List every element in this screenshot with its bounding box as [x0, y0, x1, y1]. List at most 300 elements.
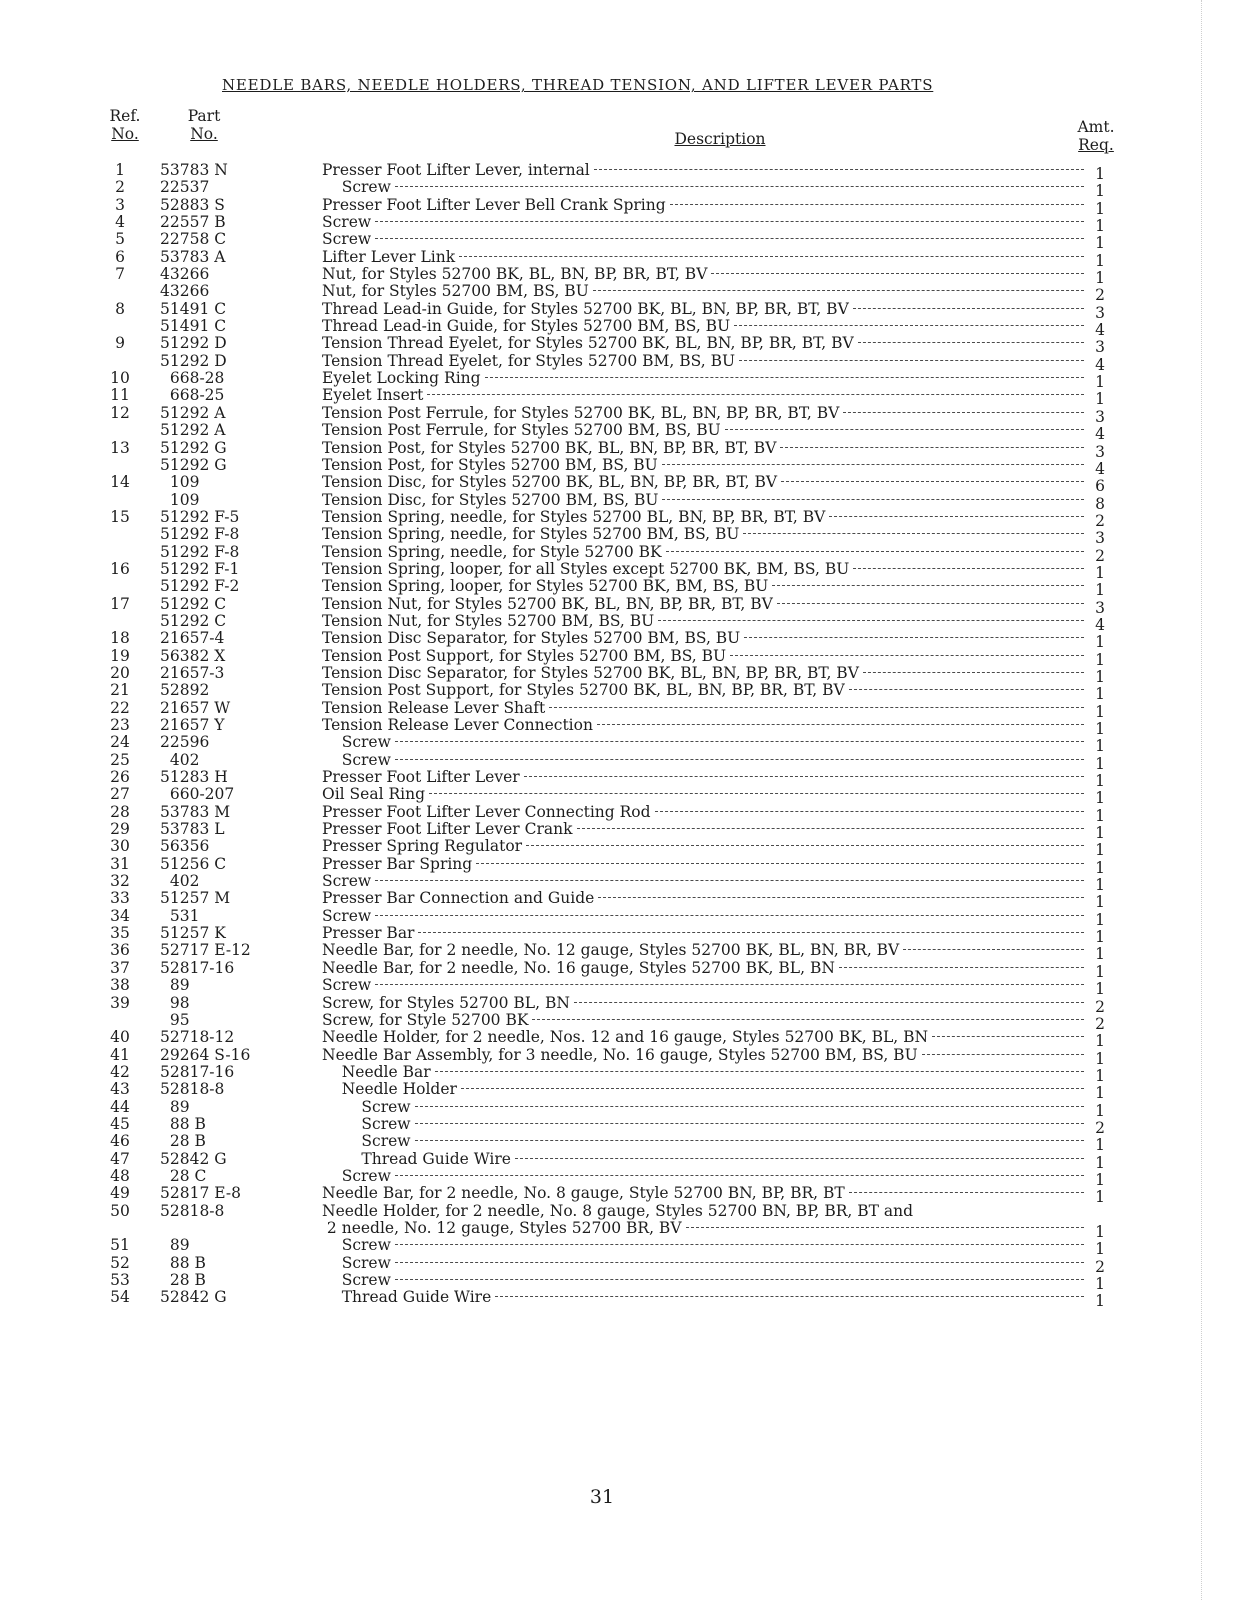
- table-row: [0, 1045, 1238, 1068]
- ref-no: 8: [115, 299, 125, 318]
- description-cell: [322, 422, 1084, 439]
- dot-leader: [418, 931, 1084, 933]
- table-row: [0, 195, 1238, 218]
- table-row: [0, 334, 1238, 357]
- header-part-line1: Part: [187, 107, 221, 125]
- amount-required: 1: [1095, 754, 1105, 773]
- ref-no: 36: [110, 941, 130, 960]
- dot-leader: [744, 636, 1084, 638]
- amount-required: 1: [1095, 1066, 1105, 1085]
- ref-no: 34: [110, 906, 130, 925]
- scan-edge: [1201, 0, 1238, 1600]
- description-cell: [322, 1237, 1084, 1254]
- amount-required: 1: [1095, 650, 1105, 669]
- description: Tension Nut, for Styles 52700 BM, BS, BU: [322, 612, 655, 630]
- table-row: [0, 282, 1238, 305]
- description: Screw, for Style 52700 BK: [322, 1011, 529, 1029]
- header-ref-line2: No.: [111, 125, 139, 143]
- table-row: [0, 629, 1238, 652]
- dot-leader: [655, 810, 1084, 812]
- description: Tension Release Lever Connection: [322, 717, 593, 734]
- description-cell: [322, 197, 1084, 214]
- description: Presser Spring Regulator: [322, 838, 523, 856]
- amount-required: 1: [1095, 1292, 1105, 1311]
- part-no: 109: [160, 473, 200, 492]
- description-cell: [322, 717, 1084, 734]
- dot-leader: [597, 723, 1084, 725]
- part-no: 89: [160, 1097, 190, 1116]
- table-row: [0, 716, 1238, 738]
- amount-required: 1: [1095, 824, 1105, 843]
- description: Tension Spring, needle, for Style 52700 BK: [322, 543, 662, 561]
- description-cell: [322, 977, 1084, 994]
- dot-leader: [395, 1174, 1084, 1176]
- dot-leader: [666, 550, 1084, 552]
- part-no: 28 B: [160, 1271, 206, 1289]
- description-cell: [322, 266, 1084, 283]
- dot-leader: [476, 862, 1084, 864]
- description-cell: [322, 1151, 1084, 1168]
- dot-leader: [743, 532, 1084, 534]
- description-cell: [322, 890, 1084, 907]
- amount-required: 1: [1095, 876, 1105, 895]
- part-no: 531: [160, 906, 200, 925]
- description-cell: [322, 734, 1084, 751]
- ref-no: 10: [110, 369, 130, 388]
- part-no: 51256 C: [160, 854, 227, 873]
- dot-leader: [829, 515, 1084, 517]
- amount-required: 1: [1095, 789, 1105, 808]
- part-no: 52717 E-12: [160, 941, 251, 960]
- ref-no: 5: [115, 230, 125, 249]
- ref-no: 37: [110, 958, 130, 977]
- table-row: [0, 351, 1238, 374]
- dot-leader: [725, 428, 1084, 430]
- part-no: 56356: [160, 837, 210, 856]
- part-no: 52883 S: [160, 195, 225, 214]
- description-cell: [322, 457, 1084, 474]
- description: Tension Post Ferrule, for Styles 52700 BK, BL, BN, BP, BR, BT, BV: [322, 404, 840, 422]
- header-ref-line1: Ref.: [109, 107, 141, 125]
- ref-no: 49: [110, 1184, 130, 1203]
- dot-leader: [395, 758, 1084, 760]
- ref-no: 48: [110, 1166, 130, 1185]
- part-no: 21657 Y: [160, 716, 225, 734]
- description-cell: [322, 960, 1084, 977]
- table-row: [0, 1062, 1238, 1085]
- description-cell: [322, 1012, 1084, 1029]
- description-cell: [322, 162, 1084, 179]
- dot-leader: [662, 498, 1084, 500]
- table-row: [0, 161, 1238, 183]
- description: Presser Bar: [322, 925, 415, 943]
- amount-required: 1: [1095, 667, 1105, 686]
- table-row: [0, 837, 1238, 860]
- ref-no: 7: [115, 265, 125, 284]
- amount-required: 1: [1095, 373, 1105, 392]
- header-amt-line2: Req.: [1078, 136, 1114, 154]
- table-row: [0, 1010, 1238, 1033]
- ref-no: 45: [110, 1114, 130, 1133]
- amount-required: 1: [1095, 390, 1105, 409]
- dot-leader: [843, 411, 1084, 413]
- table-row: [0, 247, 1238, 270]
- ref-no: 20: [110, 663, 130, 682]
- description: Tension Disc, for Styles 52700 BK, BL, BN, BP, BR, BT, BV: [322, 474, 778, 492]
- table-row: [0, 889, 1238, 912]
- dot-leader: [839, 966, 1084, 968]
- description-cell: [322, 1116, 1084, 1133]
- dot-leader: [658, 619, 1084, 621]
- dot-leader: [461, 1087, 1084, 1089]
- description-cell: [322, 1272, 1084, 1289]
- ref-no: 35: [110, 924, 130, 943]
- amount-required: 2: [1095, 1118, 1105, 1137]
- header-ref-no: [100, 107, 150, 143]
- part-no: 52718-12: [160, 1028, 235, 1047]
- description-cell: [322, 856, 1084, 873]
- description-cell: [322, 335, 1084, 352]
- ref-no: 38: [110, 976, 130, 995]
- amount-required: 1: [1095, 841, 1105, 860]
- amount-required: 1: [1095, 251, 1105, 270]
- part-no: 21657-3: [160, 663, 225, 682]
- dot-leader: [429, 792, 1084, 794]
- table-row: [0, 525, 1238, 548]
- description-cell: [322, 440, 1084, 457]
- dot-leader: [395, 1278, 1084, 1280]
- description-cell: [322, 492, 1084, 509]
- dot-leader: [730, 654, 1084, 656]
- table-row: [0, 1080, 1238, 1103]
- description-cell: [322, 301, 1084, 318]
- dot-leader: [375, 879, 1084, 881]
- amount-required: 1: [1095, 945, 1105, 964]
- dot-leader: [375, 220, 1084, 222]
- description-cell: [322, 561, 1084, 578]
- table-row: [0, 403, 1238, 426]
- part-no: 51491 C: [160, 299, 227, 318]
- part-no: 51292 F-8: [160, 525, 240, 544]
- table-row: [0, 1028, 1238, 1051]
- table-row: [0, 490, 1238, 513]
- ref-no: 11: [110, 386, 130, 405]
- table-row: [0, 611, 1238, 634]
- part-no: 88 B: [160, 1114, 206, 1133]
- amount-required: 1: [1095, 1222, 1105, 1241]
- dot-leader: [415, 1105, 1084, 1107]
- ref-no: 52: [110, 1253, 130, 1272]
- part-no: 89: [160, 1236, 190, 1255]
- description: Screw: [322, 907, 372, 925]
- table-row: [0, 178, 1238, 201]
- amount-required: 1: [1095, 1032, 1105, 1051]
- table-row: [0, 733, 1238, 756]
- description-cell: [322, 925, 1084, 942]
- description-cell: [322, 526, 1084, 543]
- amount-required: 3: [1095, 338, 1105, 357]
- description: Screw: [322, 1098, 411, 1116]
- description: Screw: [322, 1115, 411, 1133]
- dot-leader: [853, 567, 1084, 569]
- ref-no: 22: [110, 698, 130, 717]
- description: Tension Disc, for Styles 52700 BM, BS, BU: [322, 491, 659, 509]
- description: Tension Nut, for Styles 52700 BK, BL, BN, BP, BR, BT, BV: [322, 595, 773, 613]
- dot-leader: [772, 584, 1084, 586]
- description: Presser Foot Lifter Lever Crank: [322, 821, 573, 839]
- ref-no: 16: [110, 559, 130, 578]
- dot-leader: [395, 1261, 1084, 1263]
- part-no: 52817-16: [160, 1062, 235, 1081]
- table-row: [0, 802, 1238, 825]
- description: 2 needle, No. 12 gauge, Styles 52700 BR, BV: [322, 1219, 682, 1237]
- dot-leader: [415, 1139, 1084, 1141]
- ref-no: 51: [110, 1236, 130, 1255]
- ref-no: 30: [110, 837, 130, 856]
- description: Needle Bar, for 2 needle, No. 8 gauge, Style 52700 BN, BP, BR, BT: [322, 1185, 845, 1203]
- description: Presser Foot Lifter Lever Connecting Rod: [322, 803, 651, 821]
- amount-required: 1: [1095, 893, 1105, 912]
- part-no: 22557 B: [160, 213, 226, 232]
- dot-leader: [375, 237, 1084, 239]
- description: Needle Bar, for 2 needle, No. 16 gauge, Styles 52700 BK, BL, BN: [322, 959, 835, 977]
- description: Screw: [322, 873, 372, 891]
- table-row: [0, 265, 1238, 288]
- amount-required: 1: [1095, 217, 1105, 236]
- table-row: [0, 455, 1238, 478]
- table-row: [0, 438, 1238, 461]
- table-row: [0, 230, 1238, 253]
- amount-required: 1: [1095, 199, 1105, 218]
- description-cell: [322, 873, 1084, 890]
- ref-no: 46: [110, 1132, 130, 1151]
- description: Screw: [322, 1237, 391, 1255]
- amount-required: 1: [1095, 1240, 1105, 1259]
- amount-required: 1: [1095, 1084, 1105, 1103]
- amount-required: 1: [1095, 980, 1105, 999]
- ref-no: 24: [110, 733, 130, 752]
- table-row: [0, 768, 1238, 791]
- part-no: 21657-4: [160, 629, 225, 648]
- description: Presser Bar Spring: [322, 855, 473, 873]
- description: Screw: [322, 1133, 411, 1151]
- description-cell: [322, 752, 1084, 769]
- description-cell: [322, 179, 1084, 196]
- ref-no: 19: [110, 646, 130, 665]
- dot-leader: [849, 688, 1084, 690]
- amount-required: 1: [1095, 269, 1105, 288]
- table-row: [0, 473, 1238, 496]
- description-cell: [322, 648, 1084, 665]
- dot-leader: [922, 1053, 1084, 1055]
- dot-leader: [515, 1157, 1084, 1159]
- ref-no: 47: [110, 1149, 130, 1168]
- page-number: 31: [589, 1486, 615, 1508]
- part-no: 51292 F-2: [160, 577, 240, 596]
- part-no: 51257 K: [160, 924, 226, 943]
- table-row: [0, 577, 1238, 600]
- description: Nut, for Styles 52700 BK, BL, BN, BP, BR, BT, BV: [322, 266, 708, 284]
- dot-leader: [858, 341, 1084, 343]
- table-row: [0, 1253, 1238, 1276]
- description-cell: [322, 474, 1084, 491]
- part-no: 668-28: [160, 369, 225, 388]
- table-row: [0, 976, 1238, 999]
- part-no: 51292 C: [160, 594, 227, 613]
- part-no: 51292 F-1: [160, 559, 240, 578]
- part-no: 95: [160, 1010, 190, 1029]
- dot-leader: [395, 740, 1084, 742]
- part-no: 22758 C: [160, 230, 227, 249]
- description-cell: [322, 630, 1084, 647]
- part-no: 109: [160, 490, 200, 509]
- table-row: [0, 386, 1238, 409]
- dot-leader: [415, 1122, 1084, 1124]
- description-cell: [322, 596, 1084, 613]
- part-no: 53783 A: [160, 247, 226, 266]
- part-no: 660-207: [160, 785, 235, 804]
- description-cell: [322, 1064, 1084, 1081]
- description: Presser Foot Lifter Lever Bell Crank Spring: [322, 196, 666, 214]
- part-no: 21657 W: [160, 698, 231, 717]
- amount-required: 1: [1095, 702, 1105, 721]
- table-row: [0, 646, 1238, 669]
- description-cell: [322, 700, 1084, 717]
- description-cell: [322, 1203, 1084, 1220]
- table-row: [0, 854, 1238, 877]
- table-row: [0, 924, 1238, 947]
- description: Screw: [322, 977, 372, 995]
- part-no: 28 B: [160, 1132, 206, 1151]
- ref-no: 21: [110, 681, 130, 700]
- table-row: [0, 906, 1238, 929]
- table-row: [0, 1219, 1238, 1241]
- ref-no: 43: [110, 1080, 130, 1099]
- ref-no: 40: [110, 1028, 130, 1047]
- dot-leader: [593, 289, 1084, 291]
- amount-required: 3: [1095, 303, 1105, 322]
- part-no: 51292 G: [160, 455, 227, 474]
- dot-leader: [526, 844, 1084, 846]
- ref-no: 4: [115, 213, 125, 232]
- table-row: [0, 1203, 1238, 1220]
- dot-leader: [781, 480, 1084, 482]
- description: Screw: [322, 179, 391, 197]
- part-no: 53783 N: [160, 161, 228, 179]
- amount-required: 1: [1095, 685, 1105, 704]
- description-cell: [322, 544, 1084, 561]
- description: Screw: [322, 214, 372, 232]
- part-no: 52817-16: [160, 958, 235, 977]
- description: Thread Guide Wire: [322, 1289, 492, 1307]
- description: Screw: [322, 1272, 391, 1289]
- description: Thread Guide Wire: [322, 1150, 511, 1168]
- dot-leader: [495, 1295, 1084, 1297]
- table-row: [0, 1097, 1238, 1120]
- table-row: [0, 317, 1238, 340]
- description: Tension Post Support, for Styles 52700 BM, BS, BU: [322, 647, 727, 665]
- ref-no: 1: [115, 161, 125, 179]
- part-no: 51292 D: [160, 334, 227, 353]
- ref-no: 54: [110, 1288, 130, 1307]
- ref-no: 17: [110, 594, 130, 613]
- description: Tension Post, for Styles 52700 BK, BL, BN, BP, BR, BT, BV: [322, 439, 777, 457]
- amount-required: 1: [1095, 165, 1105, 183]
- dot-leader: [375, 914, 1084, 916]
- ref-no: 9: [115, 334, 125, 353]
- table-row: [0, 542, 1238, 565]
- part-no: 52892: [160, 681, 210, 700]
- dot-leader: [863, 671, 1084, 673]
- dot-leader: [532, 1018, 1084, 1020]
- table-row: [0, 750, 1238, 773]
- amount-required: 1: [1095, 1188, 1105, 1207]
- table-row: [0, 663, 1238, 686]
- dot-leader: [932, 1035, 1084, 1037]
- table-row: [0, 1166, 1238, 1189]
- part-no: 51292 D: [160, 351, 227, 370]
- description: Tension Spring, looper, for Styles 52700 BK, BM, BS, BU: [322, 578, 769, 596]
- part-no: 402: [160, 750, 200, 769]
- amount-required: 2: [1095, 511, 1105, 530]
- description: Tension Disc Separator, for Styles 52700 BK, BL, BN, BP, BR, BT, BV: [322, 664, 859, 682]
- dot-leader: [435, 1070, 1084, 1072]
- description-cell: [322, 1185, 1084, 1202]
- description: Presser Bar Connection and Guide: [322, 890, 595, 908]
- description: Needle Bar, for 2 needle, No. 12 gauge, Styles 52700 BK, BL, BN, BR, BV: [322, 942, 900, 960]
- amount-required: 1: [1095, 1049, 1105, 1068]
- description-cell: [322, 1168, 1084, 1185]
- description: Screw: [322, 231, 372, 249]
- amount-required: 2: [1095, 286, 1105, 305]
- amount-required: 1: [1095, 806, 1105, 825]
- dot-leader: [903, 948, 1084, 950]
- dot-leader: [375, 983, 1084, 985]
- description-cell: [322, 387, 1084, 404]
- description-cell: [322, 1220, 1084, 1237]
- description: Tension Thread Eyelet, for Styles 52700 BM, BS, BU: [322, 352, 736, 370]
- table-row: [0, 1236, 1238, 1259]
- ref-no: 33: [110, 889, 130, 908]
- description-cell: [322, 942, 1084, 959]
- ref-no: 28: [110, 802, 130, 821]
- description: Tension Spring, needle, for Styles 52700 BM, BS, BU: [322, 526, 740, 544]
- description: Needle Bar: [322, 1063, 431, 1081]
- ref-no: 2: [115, 178, 125, 197]
- table-row: [0, 820, 1238, 843]
- table-row: [0, 1184, 1238, 1207]
- part-no: 51292 A: [160, 421, 226, 440]
- description-cell: [322, 231, 1084, 248]
- dot-leader: [574, 1001, 1084, 1003]
- description: Presser Foot Lifter Lever, internal: [322, 162, 590, 179]
- dot-leader: [524, 775, 1084, 777]
- description: Tension Thread Eyelet, for Styles 52700 BK, BL, BN, BP, BR, BT, BV: [322, 335, 854, 353]
- amount-required: 1: [1095, 772, 1105, 791]
- amount-required: 2: [1095, 1014, 1105, 1033]
- description-cell: [322, 1047, 1084, 1064]
- ref-no: 12: [110, 403, 130, 422]
- description-cell: [322, 908, 1084, 925]
- table-row: [0, 421, 1238, 444]
- description-cell: [322, 353, 1084, 370]
- table-row: [0, 559, 1238, 582]
- part-no: 89: [160, 976, 190, 995]
- amount-required: 1: [1095, 1136, 1105, 1155]
- part-no: 53783 L: [160, 820, 225, 839]
- description: Tension Post Support, for Styles 52700 BK, BL, BN, BP, BR, BT, BV: [322, 682, 845, 700]
- table-row: [0, 1271, 1238, 1293]
